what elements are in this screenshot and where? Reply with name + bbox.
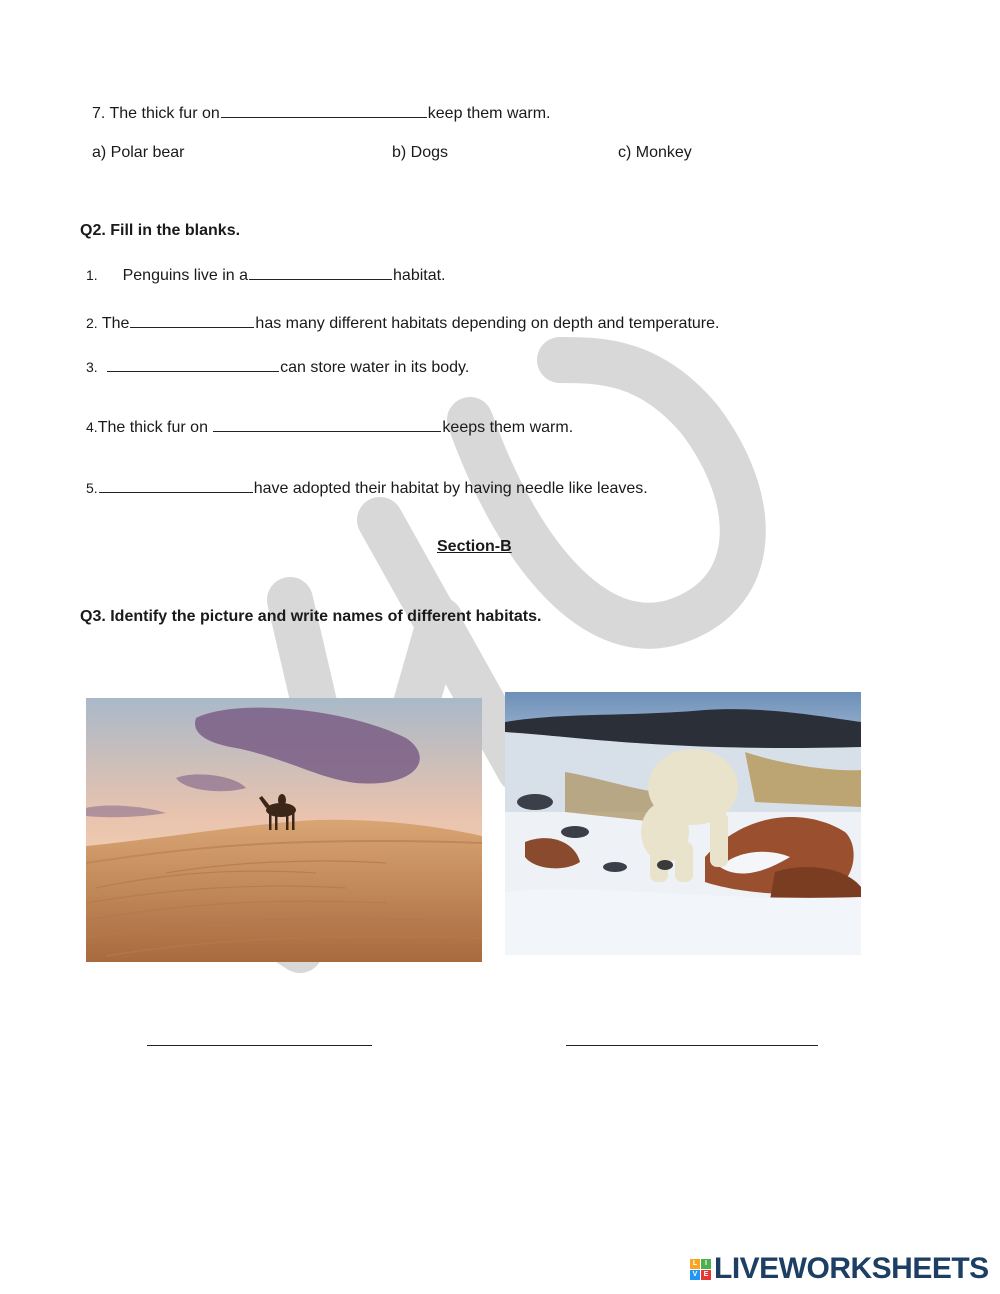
fill-blank-2 [86,311,719,334]
option-b[interactable]: b) Dogs [392,144,449,161]
answer-blank[interactable] [130,311,254,328]
logo-letter: I [701,1259,711,1269]
logo-letter: L [690,1259,700,1269]
fill-blank-4 [86,415,573,438]
item-number: 4. [86,419,98,435]
fill-blank-5 [86,476,648,499]
logo-letter: V [690,1270,700,1280]
item-text-before: The thick fur on [97,419,208,436]
section-b-title: Section-B [437,538,512,555]
fill-blank-3 [86,355,469,378]
item-text-before: Penguins live in a [122,267,249,284]
answer-blank[interactable] [107,355,279,372]
item-number: 1. [86,267,98,283]
polar-bear [641,749,738,882]
item-text-after: keeps them warm. [442,419,574,436]
question-7-before: The thick fur on [109,105,220,122]
answer-blank[interactable] [213,415,441,432]
item-text-after: has many different habitats depending on depth and temperature. [255,315,720,332]
item-number: 3. [86,359,98,375]
arctic-polar-bear-picture [505,692,861,955]
answer-blank[interactable] [221,101,427,118]
answer-blank[interactable] [99,476,253,493]
item-text-after: can store water in its body. [280,359,470,376]
item-number: 5. [86,480,98,496]
option-c[interactable]: c) Monkey [618,144,692,161]
q2-heading: Q2. Fill in the blanks. [80,222,241,239]
item-text-before: The [101,315,130,332]
q3-heading: Q3. Identify the picture and write names of different habitats. [80,608,542,625]
answer-line-polar[interactable] [566,1045,818,1046]
answer-blank[interactable] [249,263,392,280]
question-7 [92,101,551,124]
logo-grid-icon [690,1259,711,1280]
item-text-after: habitat. [393,267,446,284]
item-text-after: have adopted their habitat by having needle like leaves. [253,480,648,497]
answer-line-desert[interactable] [147,1045,372,1046]
question-7-after: keep them warm. [427,105,551,122]
question-7-number: 7. [92,105,106,122]
logo-letter: E [701,1270,711,1280]
item-number: 2. [86,315,98,331]
liveworksheets-logo[interactable] [690,1252,989,1286]
desert-camel-picture [86,698,482,962]
option-a[interactable]: a) Polar bear [92,144,185,161]
brand-name: LIVEWORKSHEETS [714,1252,989,1285]
fill-blank-1 [86,263,446,286]
